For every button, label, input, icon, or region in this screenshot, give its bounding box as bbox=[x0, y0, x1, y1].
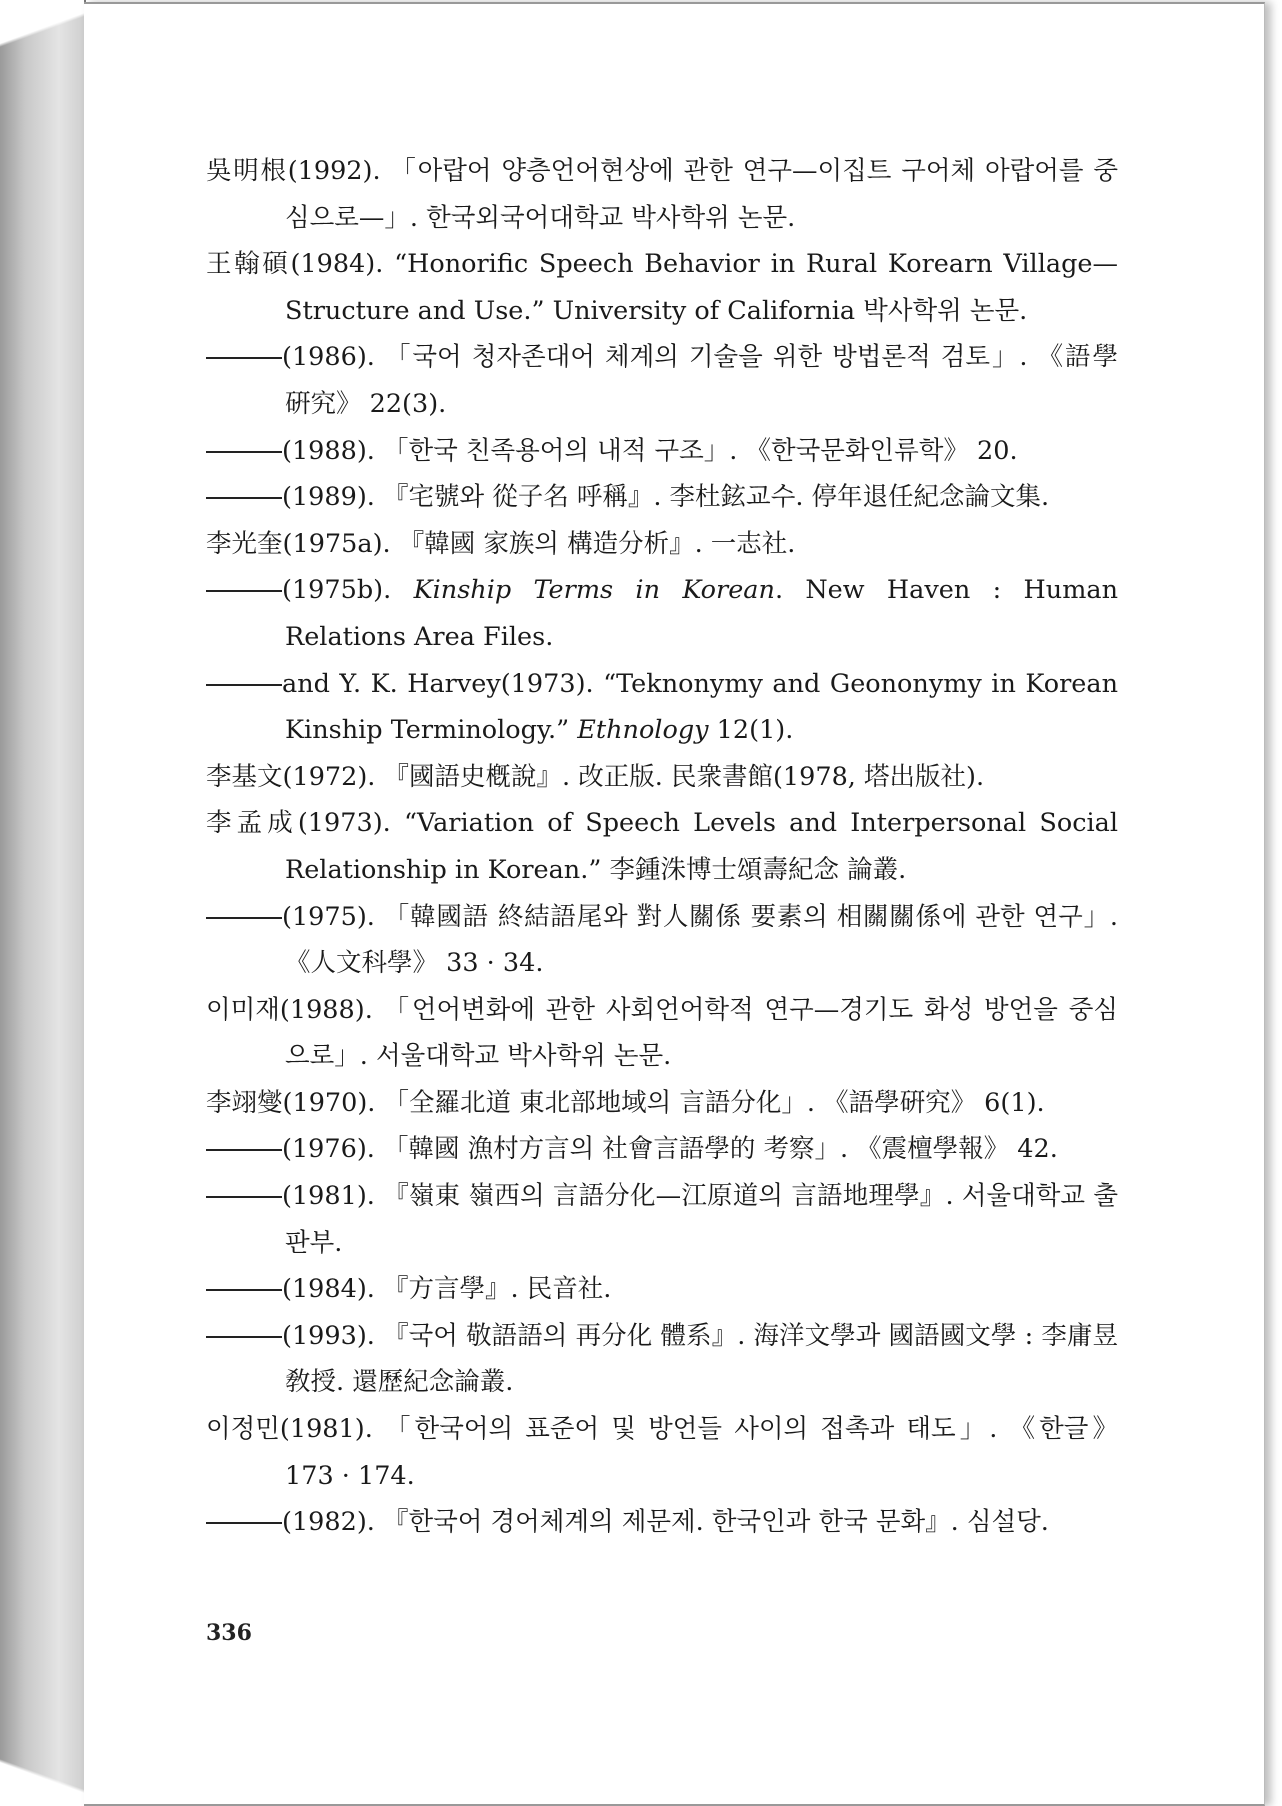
reference-entry bbox=[206, 428, 1118, 475]
reference-entry bbox=[206, 1080, 1118, 1127]
reference-text: (1982). 『한국어 경어체계의 제문제. 한국인과 한국 문화』. 심설당. bbox=[282, 1507, 1049, 1538]
ditto-dash bbox=[206, 684, 282, 686]
reference-author: 吳明根 bbox=[206, 156, 288, 186]
reference-entry bbox=[206, 661, 1118, 754]
reference-author: 李基文 bbox=[206, 761, 283, 792]
page-number: 336 bbox=[206, 1620, 252, 1646]
reference-author: 李孟成 bbox=[206, 808, 298, 839]
reference-author: 이정민 bbox=[206, 1414, 280, 1445]
reference-entry bbox=[206, 334, 1118, 427]
reference-entry bbox=[206, 894, 1118, 987]
reference-text: (1975). 「韓國語 終結語尾와 對人關係 要素의 相關關係에 관한 연구」. 《人文科學》 33 · 34. bbox=[282, 901, 1118, 979]
reference-title-italic: Ethnology bbox=[577, 715, 709, 746]
reference-entry bbox=[206, 1406, 1118, 1499]
ditto-dash bbox=[206, 917, 282, 919]
ditto-dash bbox=[206, 451, 282, 453]
reference-entry bbox=[206, 1126, 1118, 1173]
reference-text: (1981). 『嶺東 嶺西의 言語分化—江原道의 言語地理學』. 서울대학교 출판부. bbox=[282, 1181, 1118, 1258]
reference-entry bbox=[206, 1499, 1118, 1546]
reference-author: 이미재 bbox=[206, 994, 280, 1025]
reference-text: (1975b). bbox=[282, 575, 414, 606]
ditto-dash bbox=[206, 497, 282, 499]
reference-entry bbox=[206, 800, 1118, 893]
reference-entry bbox=[206, 1266, 1118, 1313]
reference-author: 李翊燮 bbox=[206, 1087, 283, 1118]
reference-text: 12(1). bbox=[708, 715, 794, 746]
reference-entry bbox=[206, 987, 1118, 1080]
reference-list bbox=[206, 148, 1118, 1546]
reference-text: (1972). 『國語史槪說』. 改正版. 民衆書館(1978, 塔出版社). bbox=[282, 761, 985, 792]
ditto-dash bbox=[206, 357, 282, 359]
ditto-dash bbox=[206, 1196, 282, 1198]
reference-entry bbox=[206, 1173, 1118, 1266]
ditto-dash bbox=[206, 1289, 282, 1291]
reference-text: (1986). 「국어 청자존대어 체계의 기술을 위한 방법론적 검토」. 《語學硏究》 22(3). bbox=[282, 342, 1118, 419]
reference-text: (1975a). 『韓國 家族의 構造分析』. 一志社. bbox=[282, 528, 796, 559]
reference-entry bbox=[206, 1313, 1118, 1406]
reference-text: (1988). 「언어변화에 관한 사회언어학적 연구—경기도 화성 방언을 중심으로」. 서울대학교 박사학위 논문. bbox=[279, 994, 1118, 1072]
reference-title-italic: Kinship Terms in Korean bbox=[413, 575, 775, 606]
reference-text: . New Haven : Human Relations Area Files. bbox=[285, 575, 1118, 652]
book-spine bbox=[0, 0, 86, 1806]
reference-text: and Y. K. Harvey(1973). “Teknonymy and Geononymy in Korean Kinship Terminology.” bbox=[282, 668, 1118, 746]
reference-entry bbox=[206, 754, 1118, 801]
reference-text: (1988). 「한국 친족용어의 내적 구조」. 《한국문화인류학》 20. bbox=[282, 435, 1018, 466]
ditto-dash bbox=[206, 1522, 282, 1524]
reference-entry bbox=[206, 567, 1118, 660]
ditto-dash bbox=[206, 590, 282, 592]
reference-entry bbox=[206, 148, 1118, 241]
reference-text: (1976). 「韓國 漁村方言의 社會言語學的 考察」. 《震檀學報》 42. bbox=[282, 1134, 1058, 1165]
reference-text: (1981). 「한국어의 표준어 및 방언들 사이의 접촉과 태도」. 《한글》 173 · 174. bbox=[279, 1414, 1118, 1491]
reference-author: 李光奎 bbox=[206, 528, 283, 559]
spine-top-corner bbox=[0, 0, 84, 60]
reference-author: 王翰碩 bbox=[206, 249, 291, 280]
reference-entry bbox=[206, 521, 1118, 568]
reference-text: (1973). “Variation of Speech Levels and Interpersonal Social Relationship in Korean.” 李鍾洙博士頌壽紀念 論叢. bbox=[285, 808, 1118, 885]
reference-text: (1993). 『국어 敬語語의 再分化 體系』. 海洋文學과 國語國文學 : 李庸昱 敎授. 還歷紀念論叢. bbox=[282, 1320, 1118, 1398]
reference-text: (1992). 「아랍어 양층언어현상에 관한 연구—이집트 구어체 아랍어를 중심으로—」. 한국외국어대학교 박사학위 논문. bbox=[285, 156, 1118, 233]
reference-text: (1970). 「全羅北道 東北部地域의 言語分化」. 《語學硏究》 6(1). bbox=[282, 1087, 1045, 1118]
reference-text: (1989). 『宅號와 從子名 呼稱』. 李杜鉉교수. 停年退任紀念論文集. bbox=[282, 482, 1050, 513]
ditto-dash bbox=[206, 1336, 282, 1338]
reference-entry bbox=[206, 241, 1118, 334]
reference-text: (1984). “Honorific Speech Behavior in Rural Korearn Village—Structure and Use.” University of California 박사학위 논문. bbox=[285, 249, 1118, 326]
reference-entry bbox=[206, 474, 1118, 521]
reference-text: (1984). 『方言學』. 民音社. bbox=[282, 1274, 612, 1305]
ditto-dash bbox=[206, 1149, 282, 1151]
spine-bottom-corner bbox=[0, 1746, 84, 1806]
